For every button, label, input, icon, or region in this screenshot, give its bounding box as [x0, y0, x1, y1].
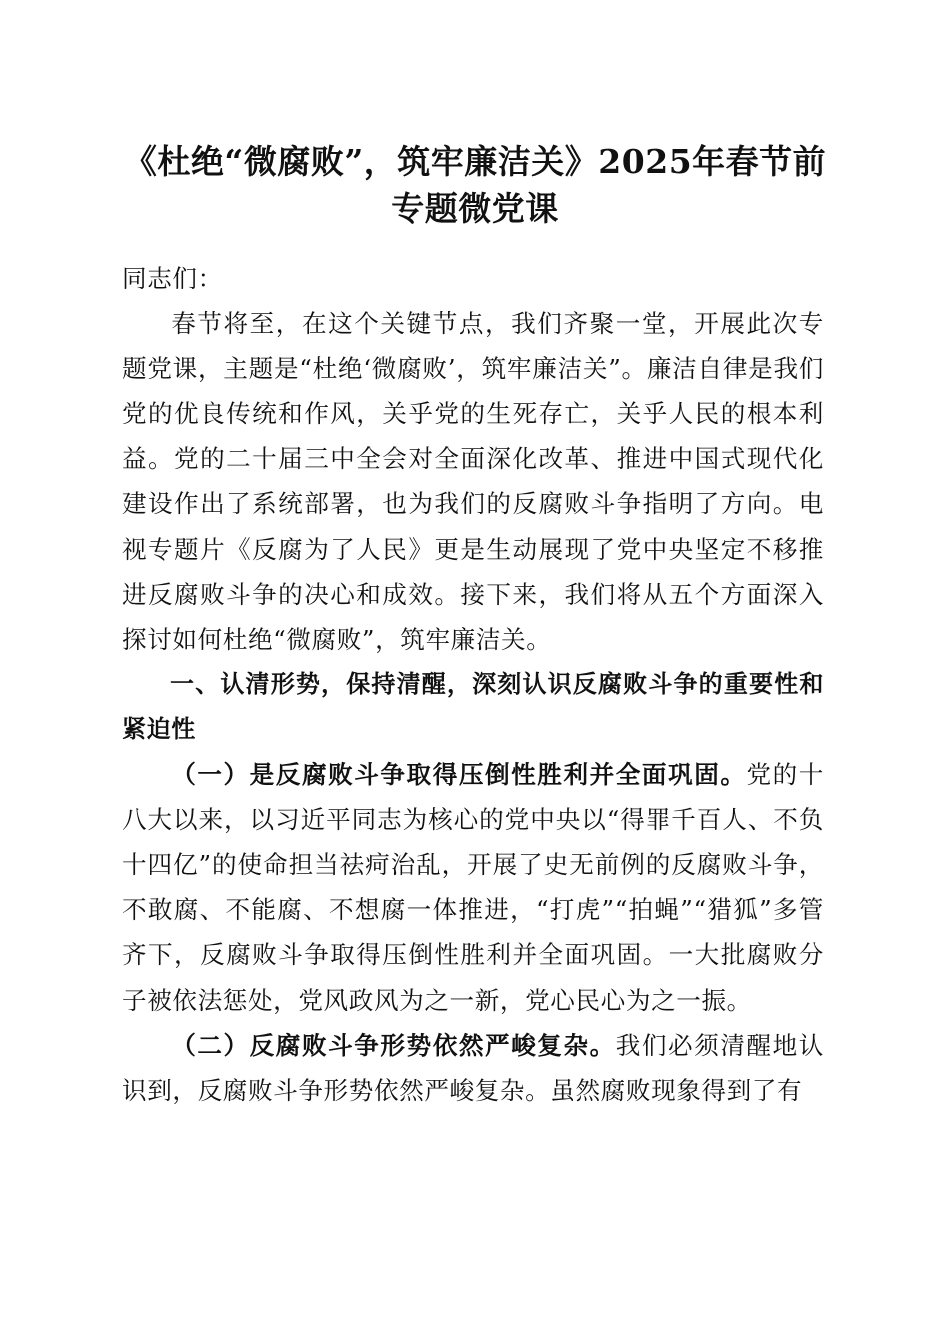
subsection-text-1: 党的十八大以来，以习近平同志为核心的党中央以“得罪千百人、不负十四亿”的使命担当祛疴治乱，开展了史无前例的反腐败斗争，不敢腐、不能腐、不想腐一体推进，“打虎”“拍蝇”“猎狐”多管齐下，反腐败斗争取得压倒性胜利并全面巩固。一大批腐败分子被依法惩处，党风政风为之一新，党心民心为之一振。 — [122, 760, 824, 1015]
intro-paragraph: 春节将至，在这个关键节点，我们齐聚一堂，开展此次专题党课，主题是“杜绝‘微腐败’，筑牢廉洁关”。廉洁自律是我们党的优良传统和作风，关乎党的生死存亡，关乎人民的根本利益。党的二十届三中全会对全面深化改革、推进中国式现代化建设作出了系统部署，也为我们的反腐败斗争指明了方向。电视专题片《反腐为了人民》更是生动展现了党中央坚定不移推进反腐败斗争的决心和成效。接下来，我们将从五个方面深入探讨如何杜绝“微腐败”，筑牢廉洁关。 — [122, 309, 824, 654]
subsection-label-2: （二）反腐败斗争形势依然严峻复杂。 — [171, 1030, 616, 1060]
subsection-text-2: 我们必须清醒地认识到，反腐败斗争形势依然严峻复杂。虽然腐败现象得到了有 — [122, 1030, 824, 1105]
section-heading-1: 一、认清形势，保持清醒，深刻认识反腐败斗争的重要性和紧迫性 — [122, 669, 824, 743]
subsection-label-1: （一）是反腐败斗争取得压倒性胜利并全面巩固。 — [171, 760, 747, 790]
subsection-paragraph-1 — [122, 752, 824, 1023]
subsection-paragraph-2 — [122, 1023, 824, 1113]
salutation: 同志们： — [122, 264, 223, 293]
document-title: 《杜绝“微腐败”，筑牢廉洁关》2025年春节前专题微党课 — [123, 142, 827, 228]
document-body — [122, 256, 824, 1113]
